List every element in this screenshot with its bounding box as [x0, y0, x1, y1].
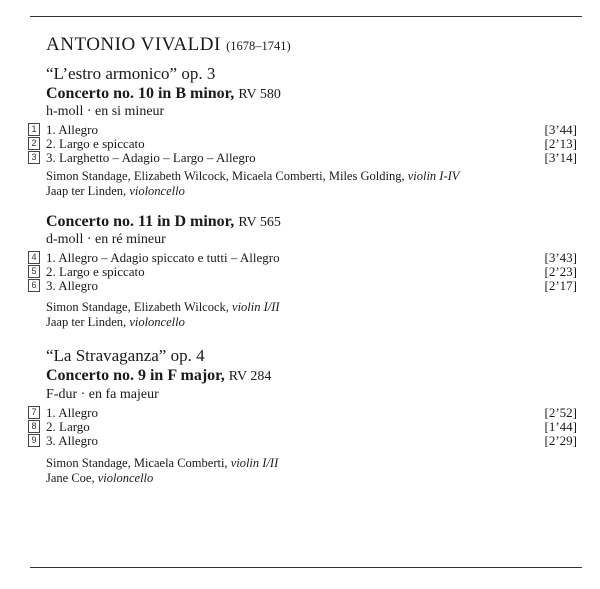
performer-line [46, 184, 185, 199]
track-title: 1. Allegro [46, 405, 98, 420]
rv-number: RV 284 [228, 369, 272, 384]
concerto-name: Concerto no. 9 in F major, [46, 367, 225, 384]
performer-names: Simon Standage, Elizabeth Wilcock, [46, 300, 229, 314]
track-title: 2. Largo [46, 419, 90, 434]
track-number-box: 7 [28, 406, 40, 419]
track-row[interactable] [0, 278, 600, 294]
track-duration: [1’44] [544, 419, 577, 434]
performer-role: violin I-IV [407, 169, 460, 183]
track-number-box: 5 [28, 265, 40, 278]
concerto-title [46, 367, 271, 385]
composer-name: ANTONIO VIVALDI [46, 34, 221, 55]
performer-names: Jaap ter Linden, [46, 184, 127, 198]
track-number-box: 9 [28, 434, 40, 447]
track-duration: [3’43] [544, 250, 577, 265]
track-row[interactable] [0, 150, 600, 166]
rv-number: RV 565 [238, 215, 281, 230]
track-title: 1. Allegro [46, 122, 98, 137]
track-title: 2. Largo e spiccato [46, 264, 145, 279]
concerto-name: Concerto no. 11 in D minor, [46, 213, 235, 230]
performer-names: Jane Coe, [46, 471, 95, 485]
performer-line [46, 315, 185, 330]
key-label: h-moll · en si mineur [46, 104, 165, 119]
track-duration: [3’14] [544, 150, 577, 165]
key-label: d-moll · en ré mineur [46, 232, 166, 247]
concerto-name: Concerto no. 10 in B minor, [46, 85, 235, 102]
work-title: “La Stravaganza” op. 4 [46, 346, 205, 365]
track-duration: [2’17] [544, 278, 577, 293]
track-title: 2. Largo e spiccato [46, 136, 145, 151]
track-duration: [2’52] [544, 405, 577, 420]
performer-role: violoncello [97, 471, 154, 485]
track-duration: [2’13] [544, 136, 577, 151]
track-number-box: 8 [28, 420, 40, 433]
track-title: 3. Larghetto – Adagio – Largo – Allegro [46, 150, 256, 165]
track-number-box: 1 [28, 123, 40, 136]
track-row[interactable] [0, 433, 600, 449]
performer-role: violoncello [129, 184, 185, 198]
performer-names: Jaap ter Linden, [46, 315, 127, 329]
performer-line [46, 169, 459, 184]
track-number-box: 6 [28, 279, 40, 292]
performer-line [46, 300, 280, 315]
track-title: 1. Allegro – Adagio spiccato e tutti – Allegro [46, 250, 280, 265]
track-duration: [2’23] [544, 264, 577, 279]
performer-names: Simon Standage, Micaela Comberti, [46, 456, 228, 470]
track-number-box: 2 [28, 137, 40, 150]
composer-dates: (1678–1741) [226, 39, 291, 53]
key-label: F-dur · en fa majeur [46, 387, 159, 402]
performer-line [46, 471, 153, 486]
track-duration: [3’44] [544, 122, 577, 137]
track-duration: [2’29] [544, 433, 577, 448]
composer-heading [46, 34, 291, 56]
performer-names: Simon Standage, Elizabeth Wilcock, Micaela Comberti, Miles Golding, [46, 169, 405, 183]
performer-role: violoncello [129, 315, 185, 329]
track-number-box: 4 [28, 251, 40, 264]
concerto-title [46, 213, 281, 231]
track-title: 3. Allegro [46, 278, 98, 293]
rv-number: RV 580 [238, 87, 281, 102]
performer-role: violin I/II [232, 300, 280, 314]
performer-role: violin I/II [230, 456, 279, 470]
top-rule [30, 16, 582, 17]
bottom-rule [30, 567, 582, 568]
track-number-box: 3 [28, 151, 40, 164]
track-title: 3. Allegro [46, 433, 98, 448]
concerto-title [46, 85, 281, 103]
performer-line [46, 456, 278, 471]
work-title: “L’estro armonico” op. 3 [46, 64, 216, 83]
